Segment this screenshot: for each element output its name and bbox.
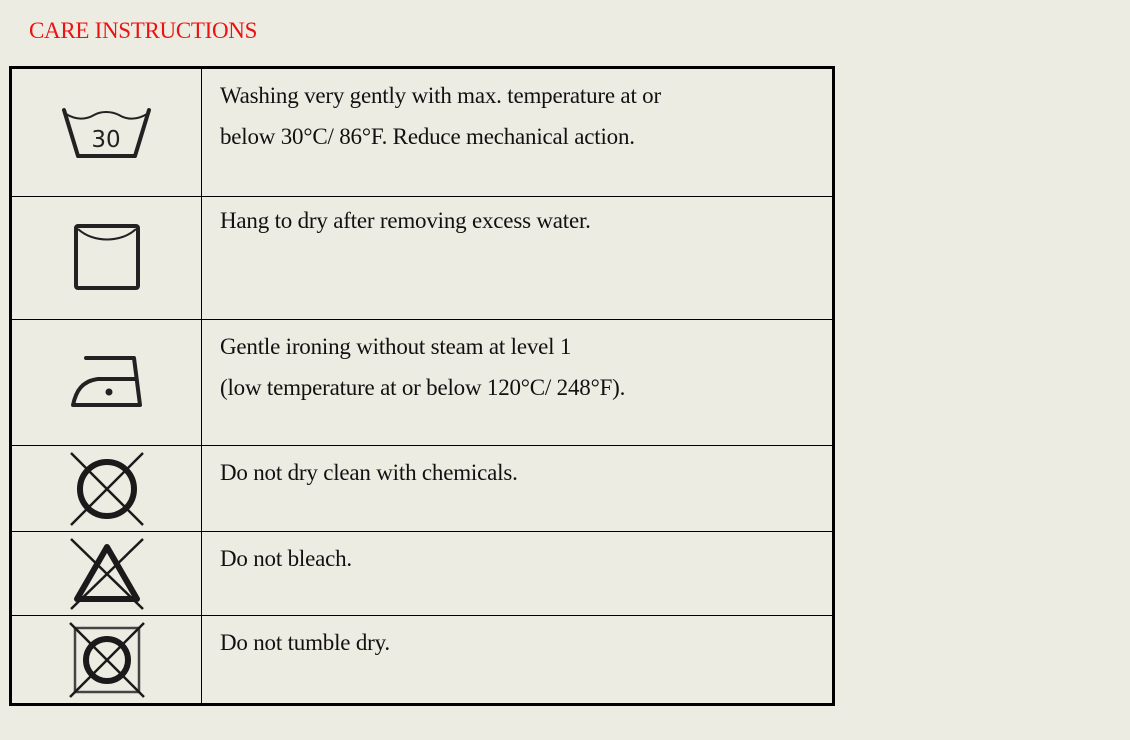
icon-cell <box>12 69 202 196</box>
instruction-text: Do not tumble dry. <box>220 630 390 655</box>
wash-30-gentle-icon <box>61 106 153 160</box>
icon-cell <box>12 194 202 319</box>
table-row <box>12 446 832 532</box>
svg-text:30: 30 <box>90 126 121 153</box>
instruction-text: Gentle ironing without steam at level 1 (low temperature at or below 120°C/ 248°F). <box>220 334 626 400</box>
iron-low-icon <box>70 355 144 411</box>
icon-cell <box>12 446 202 531</box>
icon-cell <box>12 616 202 703</box>
no-bleach-icon <box>69 537 145 611</box>
no-tumble-dry-icon <box>68 621 146 699</box>
table-row <box>12 532 832 616</box>
instruction-text: Do not bleach. <box>220 546 352 571</box>
page-title: CARE INSTRUCTIONS <box>29 18 258 43</box>
icon-cell <box>12 532 202 615</box>
care-instructions-table <box>9 66 835 706</box>
icon-cell <box>12 320 202 445</box>
table-row <box>12 69 832 197</box>
table-row <box>12 320 832 446</box>
instruction-text: Washing very gently with max. temperature at or below 30°C/ 86°F. Reduce mechanical action. <box>220 83 661 149</box>
instruction-text: Hang to dry after removing excess water. <box>220 208 591 233</box>
table-row <box>12 194 832 320</box>
no-dry-clean-icon <box>69 451 145 527</box>
hang-dry-icon <box>73 223 141 291</box>
instruction-text: Do not dry clean with chemicals. <box>220 460 518 485</box>
table-row <box>12 616 832 703</box>
